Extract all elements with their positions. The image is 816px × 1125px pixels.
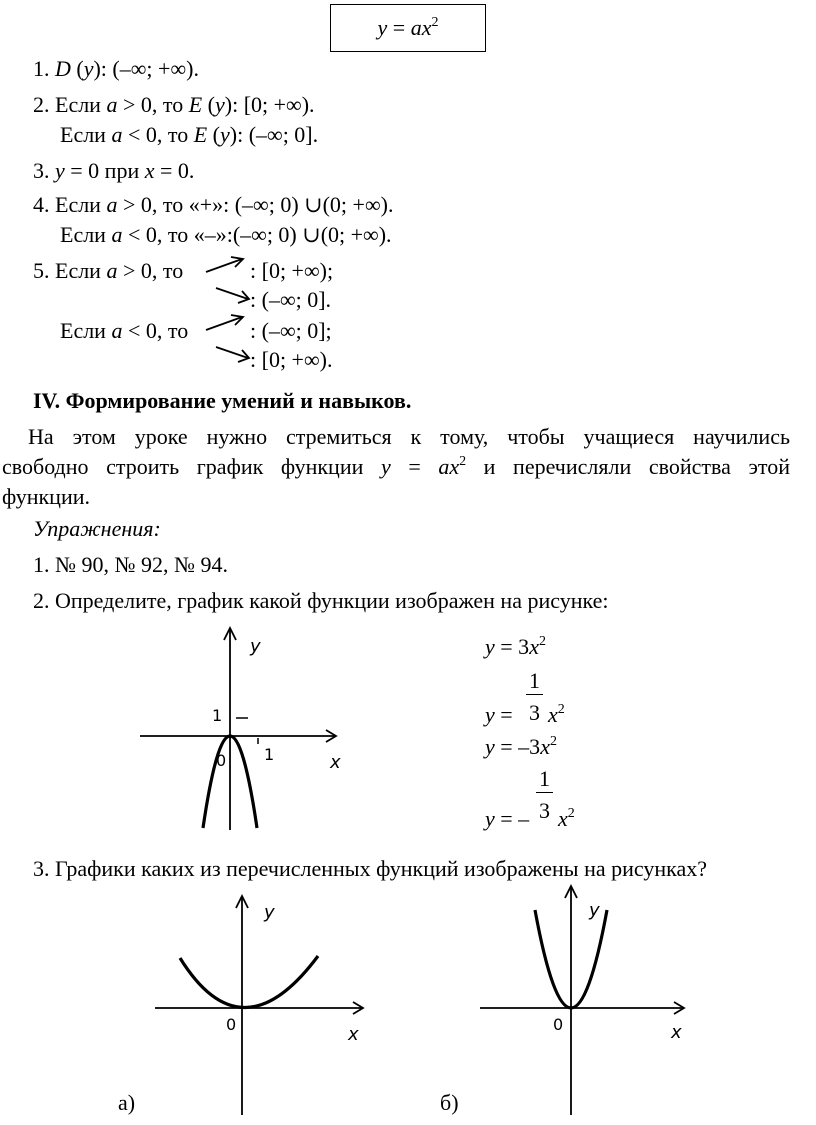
increasing-arrow-icon [204, 312, 248, 334]
formula-box [330, 4, 486, 52]
origin-label: 0 [553, 1015, 564, 1034]
property-4b: Если a < 0, то «–»:(–∞; 0) ∪(0; +∞). [60, 222, 392, 247]
exercises-label: Упражнения: [33, 516, 161, 541]
property-2a: 2. Если a > 0, то E (y): [0; +∞). [33, 92, 315, 117]
exercise-2: 2. Определите, график какой функции изображен на рисунке: [33, 588, 609, 613]
option-1: $y = 3x^2$ [485, 634, 546, 659]
fraction-bar [526, 694, 543, 695]
origin-label: 0 [216, 751, 227, 770]
increasing-arrow-icon [204, 254, 248, 276]
property-1: 1. D (y): (–∞; +∞). [33, 56, 199, 81]
union-symbol: ∪ [302, 222, 321, 247]
property-5d-interval: : [0; +∞). [250, 347, 333, 372]
x-axis-label: x [671, 1022, 682, 1043]
property-2b: Если a < 0, то E (y): (–∞; 0]. [60, 122, 319, 147]
x-axis-label: x [348, 1024, 359, 1045]
x-one-label: 1 [264, 745, 275, 764]
option-4-variable: $x^2$ [558, 806, 575, 831]
paragraph-line-2: свободно строить график функции $y = ax^2$ и перечисляли свойства этой [2, 454, 790, 479]
option-4-numerator: 1 [539, 766, 550, 791]
property-5c-interval: : (–∞; 0]; [250, 318, 332, 343]
property-5b-interval: : (–∞; 0]. [250, 287, 332, 312]
graph-downward-parabola [140, 620, 360, 840]
formula-text: $y = ax^2$ [377, 15, 439, 40]
y-one-label: 1 [212, 706, 223, 725]
property-4a: 4. Если a > 0, то «+»: (–∞; 0) ∪(0; +∞). [33, 192, 394, 217]
caption-b: б) [440, 1090, 459, 1115]
origin-label: 0 [226, 1015, 237, 1034]
section-title: IV. Формирование умений и навыков. [33, 388, 412, 413]
union-symbol: ∪ [304, 192, 323, 217]
caption-a: а) [118, 1090, 136, 1115]
option-4: y = – [485, 806, 530, 831]
option-2: y = [485, 702, 513, 727]
property-5a: 5. Если a > 0, то [33, 258, 184, 283]
property-5c: Если a < 0, то [60, 318, 189, 343]
graph-b-narrow-parabola [475, 880, 705, 1120]
decreasing-arrow-icon [214, 343, 254, 365]
decreasing-arrow-icon [214, 284, 254, 306]
option-2-numerator: 1 [529, 668, 540, 693]
y-axis-label: y [250, 636, 261, 657]
option-2-variable: $x^2$ [548, 702, 565, 727]
paragraph-line-3: функции. [2, 484, 90, 509]
option-3: $y = -3x^2$ [485, 734, 557, 759]
option-2-denominator: 3 [529, 700, 540, 725]
exercise-1: 1. № 90, № 92, № 94. [33, 552, 228, 577]
fraction-bar [536, 792, 553, 793]
property-3: 3. y = 0 при x = 0. [33, 158, 195, 183]
y-axis-label: y [589, 900, 600, 921]
paragraph-line-1: На этом уроке нужно стремиться к тому, чтобы учащиеся научились [28, 424, 790, 449]
option-4-denominator: 3 [539, 798, 550, 823]
y-axis-label: y [264, 902, 275, 923]
exercise-3: 3. Графики каких из перечисленных функций изображены на рисунках? [33, 856, 708, 881]
property-5a-interval: : [0; +∞); [250, 258, 334, 283]
x-axis-label: x [330, 752, 341, 773]
graph-a-wide-parabola [150, 890, 380, 1120]
